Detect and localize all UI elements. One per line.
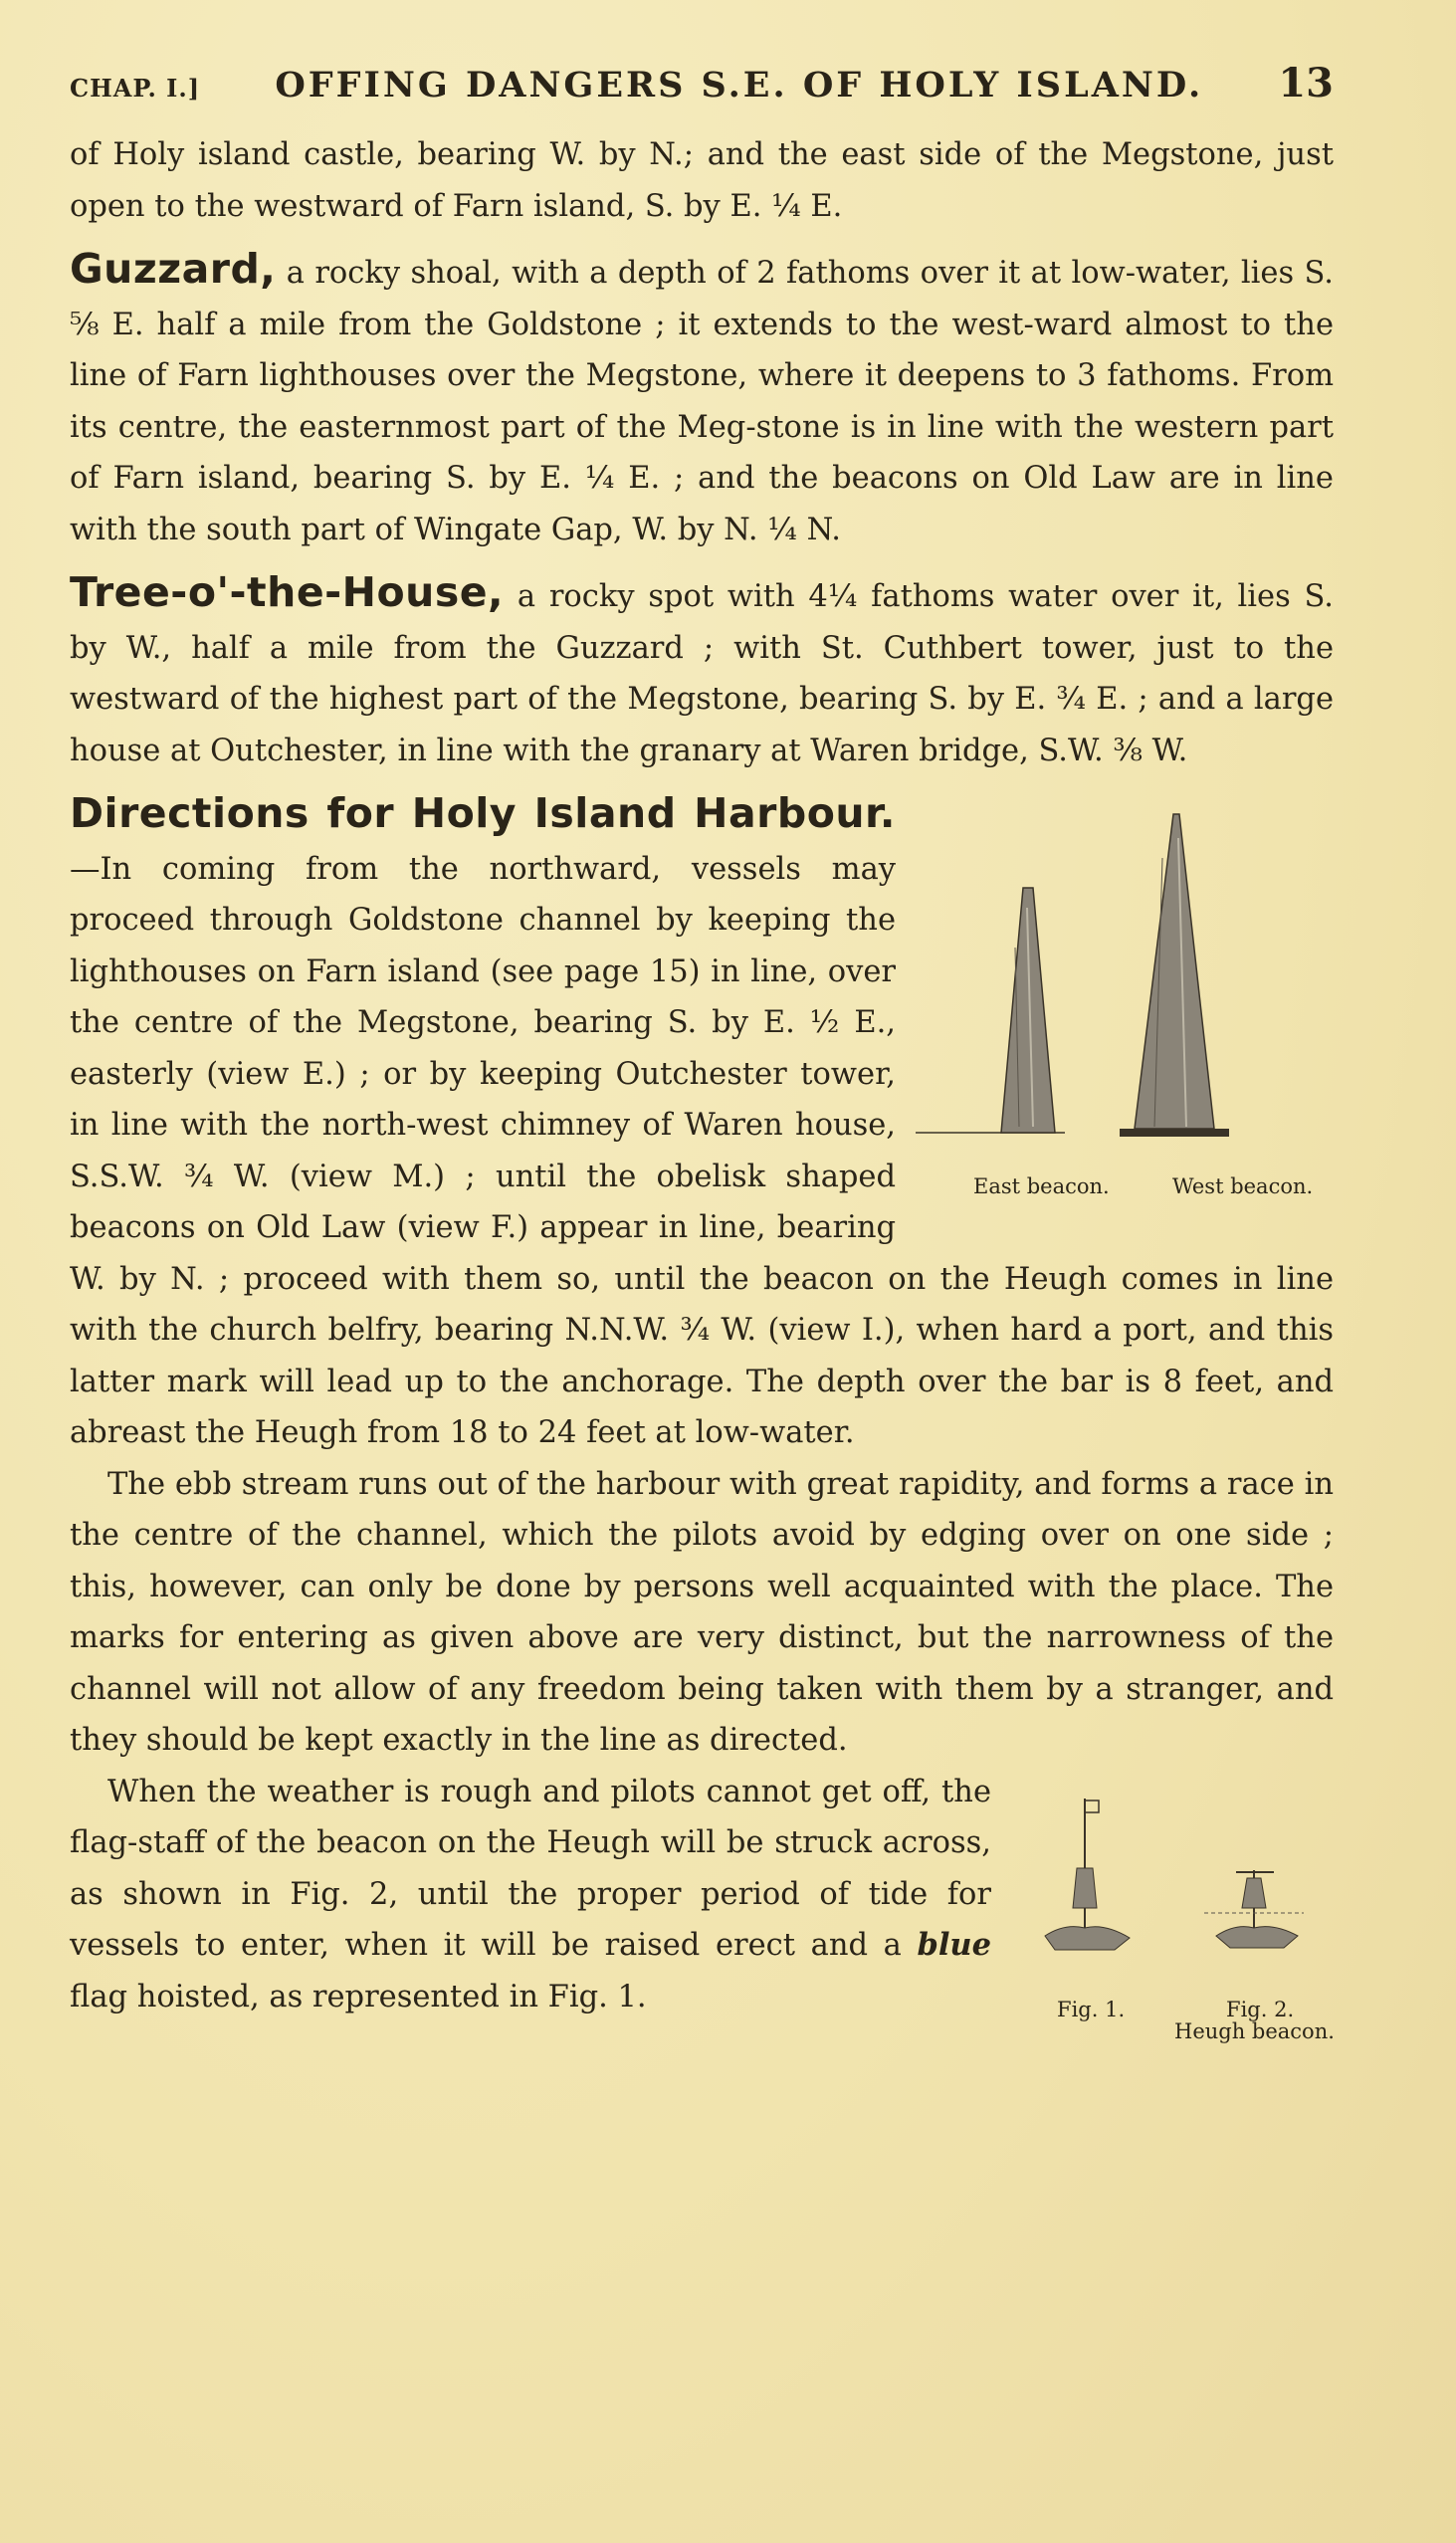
guzzard-text: a rocky shoal, with a depth of 2 fathoms over it at low-water, lies S. ⅝ E. half a mile from the Goldstone ; it extends to the west-ward almost to the line of Farn lighthouses over the Megstone, where it deepens to 3 fathoms. From its centre, the easternmost part of the Meg-stone is in line with the western part of Farn island, bearing S. by E. ¼ E. ; and the beacons on Old Law are in line with the south part of Wingate Gap, W. by N. ¼ N.: [70, 256, 1334, 547]
running-head: [70, 60, 1334, 129]
intro-paragraph: of Holy island castle, bearing W. by N.; and the east side of the Megstone, just open to the westward of Farn island, S. by E. ¼ E.: [70, 137, 1334, 224]
heugh-section: [70, 1767, 1335, 2043]
old-law-beacons-illustration: [916, 798, 1334, 1196]
heugh-text-pre: When the weather is rough and pilots cannot get off, the flag-staff of the beacon on the Heugh will be struck across, as shown in Fig. 2, until the proper period of tide for vessels to enter, when it will be raised erect and a: [70, 1774, 991, 1963]
directions-text-1: —In coming from the northward, vessels may proceed through Goldstone channel by keeping the lighthouses on Farn island (see page 15) in line, over the centre of the Megstone, bearing S. by E. ½ E., easterly (view E.) ; or by keeping Outchester tower, in line with the north-west chimney of Waren house, S.S.W. ¾ W. (view M.) ; until the obelisk shaped beacons on Old Law (view F.) appear in line, bearing W. by N. ; proceed with them so, until the beacon on the Heugh comes in line with the church belfry, bearing N.N.W. ¾ W. (view I.), when hard a port, and this latter mark will lead up to the anchorage. The depth over the bar is 8 feet, and abreast the Heugh from 18 to 24 feet at low-water.: [70, 851, 1334, 1450]
heugh-beacon-figure: [1005, 1767, 1334, 2065]
guzzard-entry: [70, 244, 1334, 555]
west-beacon-caption: West beacon.: [1172, 1174, 1314, 1198]
heugh-text-post: flag hoisted, as represented in Fig. 1.: [70, 1979, 647, 2014]
old-law-beacons-figure: [916, 798, 1334, 1226]
heugh-beacon-erect-icon: [1045, 1799, 1130, 1950]
body-text: [70, 129, 1335, 2043]
directions-paragraph-2: The ebb stream runs out of the harbour with great rapidity, and forms a race in the centre of the channel, which the pilots avoid by edging over on one side ; this, however, can only be done by persons well acquainted with the place. The marks for entering as given above are very distinct, but the narrowness of the channel will not allow of any freedom being taken with them by a stranger, and they should be kept exactly in the line as directed.: [70, 1466, 1334, 1758]
heugh-beacon-illustration: [1005, 1779, 1334, 1998]
directions-section: [70, 788, 1334, 1459]
directions-title: Directions for Holy Island Harbour.: [70, 789, 896, 837]
tree-text: a rocky spot with 4¼ fathoms water over it, lies S. by W., half a mile from the Guzzard ; with St. Cuthbert tower, just to the westward of the highest part of the Megstone, bearing S. by E. ¾ E. ; and a large house at Outchester, in line with the granary at Waren bridge, S.W. ⅜ W.: [70, 579, 1334, 768]
page: [70, 60, 1334, 2065]
fig1-caption: Fig. 1.: [1057, 1997, 1126, 2021]
guzzard-title: Guzzard,: [70, 245, 277, 293]
tree-entry: [70, 567, 1334, 776]
page-number: 13: [1278, 60, 1334, 106]
heugh-beacon-struck-icon: [1204, 1870, 1304, 1948]
east-beacon-caption: East beacon.: [973, 1174, 1110, 1198]
fig2-caption: Fig. 2.: [1226, 1997, 1295, 2021]
heugh-beacon-caption: Heugh beacon.: [1174, 2018, 1335, 2043]
west-beacon-icon: [1120, 814, 1229, 1137]
blue-emphasis: blue: [917, 1927, 991, 1963]
chapter-label: CHAP. I.]: [70, 74, 201, 103]
east-beacon-icon: [916, 888, 1065, 1133]
page-title: OFFING DANGERS S.E. OF HOLY ISLAND.: [275, 65, 1204, 106]
tree-title: Tree-o'-the-House,: [70, 568, 505, 616]
directions-entry: [70, 788, 1334, 1459]
